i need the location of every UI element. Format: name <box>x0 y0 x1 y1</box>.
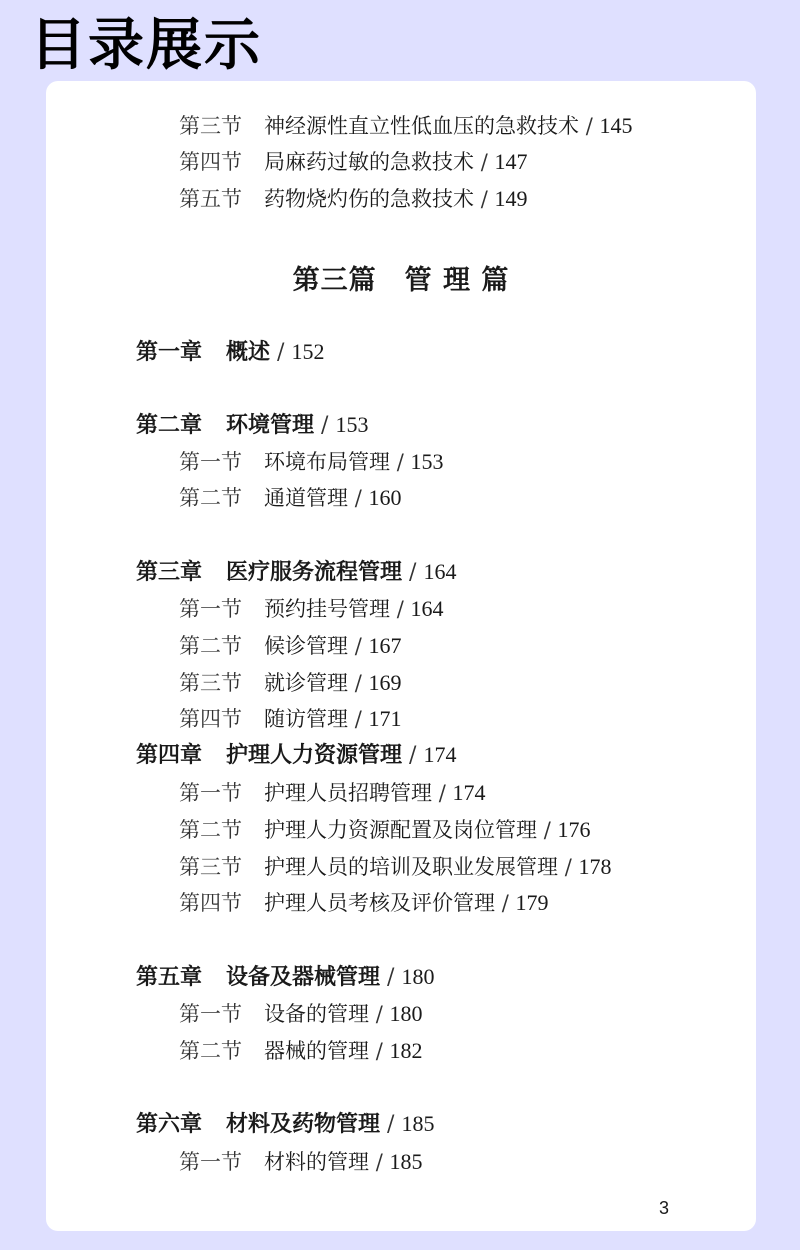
section-title: 局麻药过敏的急救技术 <box>264 150 474 174</box>
chapter-title: 环境管理 <box>226 413 315 438</box>
section-title: 器械的管理 <box>264 1039 369 1063</box>
toc-section-row <box>179 594 443 624</box>
section-page: 145 <box>599 113 633 138</box>
chapter-label: 第四章 <box>136 743 203 768</box>
chapter-title: 护理人力资源管理 <box>226 743 403 768</box>
toc-section-row <box>179 111 632 141</box>
toc-chapter-row <box>136 557 456 588</box>
page-separator: / <box>480 150 488 174</box>
section-page: 185 <box>389 1149 423 1174</box>
section-label: 第一节 <box>179 1150 242 1174</box>
section-label: 第三节 <box>179 671 242 695</box>
page-separator: / <box>409 560 417 585</box>
page-separator: / <box>396 450 404 474</box>
toc-chapter-row <box>136 1109 434 1140</box>
chapter-label: 第六章 <box>136 1112 203 1137</box>
chapter-label: 第二章 <box>136 413 203 438</box>
page-separator: / <box>277 340 285 365</box>
section-label: 第三节 <box>179 855 242 879</box>
section-page: 178 <box>578 854 612 879</box>
section-label: 第四节 <box>179 707 242 731</box>
toc-section-row <box>179 778 485 808</box>
page-separator: / <box>354 707 362 731</box>
toc-section-row <box>179 631 401 661</box>
page-separator: / <box>564 855 572 879</box>
toc-section-row <box>179 815 590 845</box>
toc-section-row <box>179 704 401 734</box>
toc-section-row <box>179 147 527 177</box>
section-label: 第一节 <box>179 1002 242 1026</box>
page-separator: / <box>438 781 446 805</box>
toc-section-row <box>179 1036 422 1066</box>
section-title: 护理人员考核及评价管理 <box>264 891 495 915</box>
section-title: 就诊管理 <box>264 671 348 695</box>
section-title: 预约挂号管理 <box>264 597 390 621</box>
section-title: 护理人员的培训及职业发展管理 <box>264 855 558 879</box>
toc-section-row <box>179 852 611 882</box>
section-label: 第一节 <box>179 450 242 474</box>
section-label: 第一节 <box>179 597 242 621</box>
section-title: 随访管理 <box>264 707 348 731</box>
page-separator: / <box>396 597 404 621</box>
toc-chapter-row <box>136 962 434 993</box>
toc-section-row <box>179 483 401 513</box>
section-label: 第三节 <box>179 114 242 138</box>
page-separator: / <box>354 486 362 510</box>
section-title: 神经源性直立性低血压的急救技术 <box>264 114 579 138</box>
chapter-title: 设备及器械管理 <box>226 965 381 990</box>
toc-section-row <box>179 184 527 214</box>
section-label: 第四节 <box>179 150 242 174</box>
section-label: 第二节 <box>179 1039 242 1063</box>
section-page: 149 <box>494 186 528 211</box>
page-separator: / <box>375 1002 383 1026</box>
section-page: 174 <box>452 780 486 805</box>
section-page: 164 <box>410 596 444 621</box>
section-title: 环境布局管理 <box>264 450 390 474</box>
toc-section-row <box>179 888 548 918</box>
section-label: 第二节 <box>179 634 242 658</box>
section-label: 第一节 <box>179 781 242 805</box>
section-label: 第五节 <box>179 187 242 211</box>
chapter-page: 174 <box>423 742 457 767</box>
section-title: 候诊管理 <box>264 634 348 658</box>
section-page: 147 <box>494 149 528 174</box>
chapter-title: 材料及药物管理 <box>226 1112 381 1137</box>
section-page: 160 <box>368 485 402 510</box>
section-title: 护理人力资源配置及岗位管理 <box>264 818 537 842</box>
page-separator: / <box>543 818 551 842</box>
page-separator: / <box>387 1112 395 1137</box>
toc-section-row <box>179 668 401 698</box>
page-separator: / <box>387 965 395 990</box>
page-separator: / <box>585 114 593 138</box>
toc-section-row <box>179 447 443 477</box>
section-page: 171 <box>368 706 402 731</box>
section-page: 180 <box>389 1001 423 1026</box>
toc-section-row <box>179 1147 422 1177</box>
page-separator: / <box>480 187 488 211</box>
section-title: 通道管理 <box>264 486 348 510</box>
page-separator: / <box>501 891 509 915</box>
chapter-title: 概述 <box>226 340 271 365</box>
page-separator: / <box>409 743 417 768</box>
page-separator: / <box>375 1039 383 1063</box>
chapter-page: 164 <box>423 559 457 584</box>
chapter-page: 152 <box>291 339 325 364</box>
chapter-page: 153 <box>335 412 369 437</box>
toc-chapter-row <box>136 410 368 441</box>
part-title: 第三篇 管 理 篇 <box>292 265 510 296</box>
section-page: 167 <box>368 633 402 658</box>
page-separator: / <box>375 1150 383 1174</box>
section-label: 第四节 <box>179 891 242 915</box>
chapter-label: 第一章 <box>136 340 203 365</box>
page-header-title: 目录展示 <box>30 13 262 78</box>
page-separator: / <box>321 413 329 438</box>
section-page: 169 <box>368 670 402 695</box>
section-title: 护理人员招聘管理 <box>264 781 432 805</box>
section-label: 第二节 <box>179 818 242 842</box>
chapter-page: 185 <box>401 1111 435 1136</box>
section-title: 材料的管理 <box>264 1150 369 1174</box>
chapter-label: 第五章 <box>136 965 203 990</box>
section-page: 153 <box>410 449 444 474</box>
toc-chapter-row <box>136 740 456 771</box>
section-label: 第二节 <box>179 486 242 510</box>
section-title: 设备的管理 <box>264 1002 369 1026</box>
page-separator: / <box>354 634 362 658</box>
section-page: 176 <box>557 817 591 842</box>
page-separator: / <box>354 671 362 695</box>
chapter-page: 180 <box>401 964 435 989</box>
section-title: 药物烧灼伤的急救技术 <box>264 187 474 211</box>
chapter-label: 第三章 <box>136 560 203 585</box>
toc-section-row <box>179 999 422 1029</box>
section-page: 182 <box>389 1038 423 1063</box>
section-page: 179 <box>515 890 549 915</box>
page-number: 3 <box>659 1198 670 1218</box>
toc-page <box>46 81 756 1231</box>
toc-chapter-row <box>136 337 324 368</box>
chapter-title: 医疗服务流程管理 <box>226 560 403 585</box>
